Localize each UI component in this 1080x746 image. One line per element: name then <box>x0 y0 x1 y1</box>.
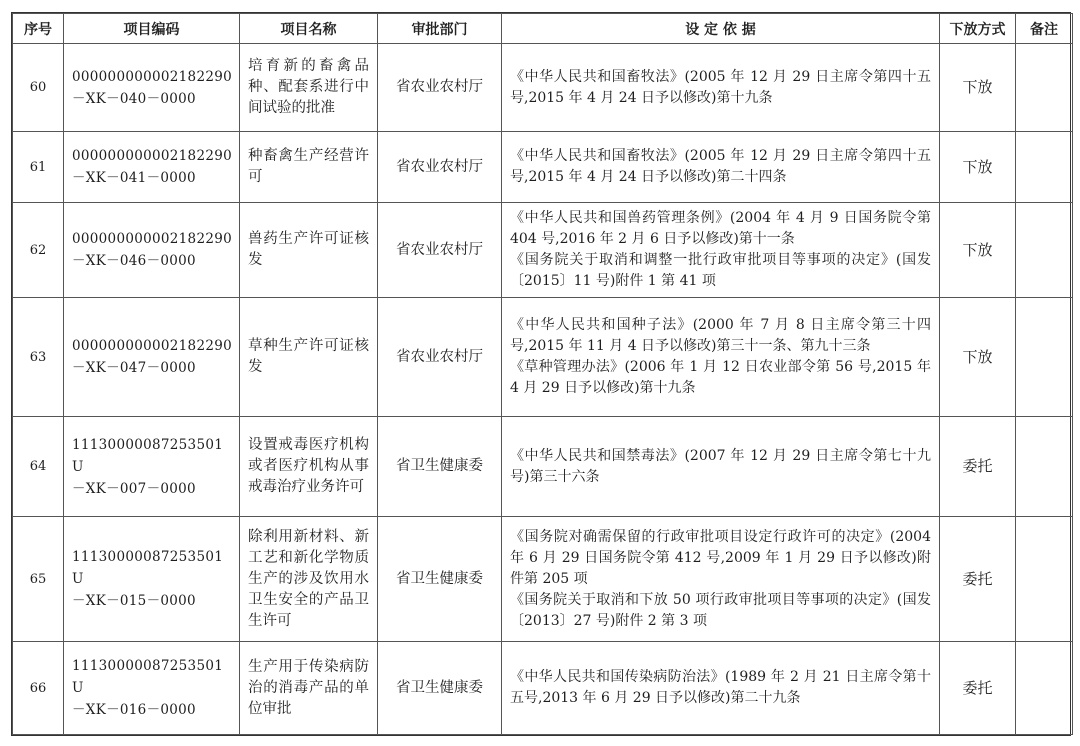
basis-paragraph: 《中华人民共和国兽药管理条例》(2004 年 4 月 9 日国务院令第 404 号,2016 年 2 月 6 日予以修改)第十一条 <box>510 210 931 247</box>
basis-paragraph: 《草种管理办法》(2006 年 1 月 12 日农业部令第 56 号,2015 年 4 月 29 日予以修改)第十九条 <box>510 359 931 396</box>
row-item-name: 种畜禽生产经营许可 <box>240 132 378 203</box>
table-row <box>13 417 1073 517</box>
row-basis <box>502 298 940 417</box>
row-no: 64 <box>13 417 64 517</box>
row-note <box>1016 642 1073 735</box>
row-code <box>64 132 240 203</box>
row-mode: 下放 <box>940 132 1016 203</box>
code-line: 000000000002182290 <box>72 148 233 164</box>
row-basis <box>502 132 940 203</box>
row-code <box>64 203 240 298</box>
row-code <box>64 298 240 417</box>
row-code <box>64 44 240 132</box>
code-line: －XK－016－0000 <box>72 702 196 718</box>
document-page <box>11 12 1071 736</box>
row-mode: 委托 <box>940 517 1016 642</box>
row-note <box>1016 132 1073 203</box>
row-item-name: 除利用新材料、新工艺和新化学物质生产的涉及饮用水卫生安全的产品卫生许可 <box>240 517 378 642</box>
header-no: 序号 <box>13 14 64 44</box>
row-dept: 省卫生健康委 <box>378 642 502 735</box>
table-row <box>13 132 1073 203</box>
row-item-name: 培育新的畜禽品种、配套系进行中间试验的批准 <box>240 44 378 132</box>
row-note <box>1016 298 1073 417</box>
row-basis <box>502 517 940 642</box>
basis-paragraph: 《国务院关于取消和下放 50 项行政审批项目等事项的决定》(国发〔2013〕27 号)附件 2 第 3 项 <box>510 591 931 629</box>
row-no: 61 <box>13 132 64 203</box>
row-no: 65 <box>13 517 64 642</box>
row-no: 63 <box>13 298 64 417</box>
row-dept: 省农业农村厅 <box>378 203 502 298</box>
code-line: －XK－047－0000 <box>72 360 196 376</box>
code-line: 11130000087253501U <box>72 549 224 587</box>
code-line: －XK－041－0000 <box>72 170 196 186</box>
row-no: 62 <box>13 203 64 298</box>
row-code <box>64 417 240 517</box>
row-note <box>1016 417 1073 517</box>
row-item-name: 生产用于传染病防治的消毒产品的单位审批 <box>240 642 378 735</box>
code-line: 11130000087253501U <box>72 436 224 475</box>
table-header-row <box>13 14 1073 44</box>
table-row <box>13 642 1073 735</box>
row-dept: 省农业农村厅 <box>378 132 502 203</box>
row-basis <box>502 44 940 132</box>
row-basis <box>502 203 940 298</box>
basis-paragraph: 《中华人民共和国种子法》(2000 年 7 月 8 日主席令第三十四号,2015 年 11 月 4 日予以修改)第三十一条、第九十三条 <box>510 317 931 354</box>
row-mode: 下放 <box>940 203 1016 298</box>
row-code <box>64 642 240 735</box>
row-no: 60 <box>13 44 64 132</box>
code-line: 11130000087253501U <box>72 658 224 696</box>
row-mode: 下放 <box>940 44 1016 132</box>
header-basis: 设 定 依 据 <box>502 14 940 44</box>
header-note: 备注 <box>1016 14 1073 44</box>
code-line: 000000000002182290 <box>72 231 233 247</box>
row-dept: 省卫生健康委 <box>378 517 502 642</box>
row-note <box>1016 203 1073 298</box>
row-no: 66 <box>13 642 64 735</box>
row-mode: 下放 <box>940 298 1016 417</box>
basis-paragraph: 《中华人民共和国畜牧法》(2005 年 12 月 29 日主席令第四十五号,2015 年 4 月 24 日予以修改)第十九条 <box>510 68 931 106</box>
table-row <box>13 298 1073 417</box>
row-item-name: 兽药生产许可证核发 <box>240 203 378 298</box>
approval-items-table <box>12 13 1073 735</box>
code-line: 000000000002182290 <box>72 338 233 354</box>
table-row <box>13 203 1073 298</box>
code-line: 000000000002182290 <box>72 68 233 85</box>
code-line: －XK－015－0000 <box>72 593 196 609</box>
table-row <box>13 517 1073 642</box>
code-line: －XK－040－0000 <box>72 90 196 107</box>
basis-paragraph: 《中华人民共和国禁毒法》(2007 年 12 月 29 日主席令第七十九号)第三十六条 <box>510 447 931 485</box>
row-item-name: 设置戒毒医疗机构或者医疗机构从事戒毒治疗业务许可 <box>240 417 378 517</box>
row-mode: 委托 <box>940 417 1016 517</box>
code-line: －XK－007－0000 <box>72 480 196 497</box>
basis-paragraph: 《国务院对确需保留的行政审批项目设定行政许可的决定》(2004 年 6 月 29 日国务院令第 412 号,2009 年 1 月 29 日予以修改)附件第 205 项 <box>510 528 931 587</box>
basis-paragraph: 《中华人民共和国传染病防治法》(1989 年 2 月 21 日主席令第十五号,2013 年 6 月 29 日予以修改)第二十九条 <box>510 669 931 706</box>
row-dept: 省农业农村厅 <box>378 298 502 417</box>
header-mode: 下放方式 <box>940 14 1016 44</box>
header-name: 项目名称 <box>240 14 378 44</box>
header-dept: 审批部门 <box>378 14 502 44</box>
row-code <box>64 517 240 642</box>
row-note <box>1016 517 1073 642</box>
row-basis <box>502 642 940 735</box>
code-line: －XK－046－0000 <box>72 253 196 269</box>
row-item-name: 草种生产许可证核发 <box>240 298 378 417</box>
basis-paragraph: 《国务院关于取消和调整一批行政审批项目等事项的决定》(国发〔2015〕11 号)附件 1 第 41 项 <box>510 252 931 289</box>
table-row <box>13 44 1073 132</box>
row-mode: 委托 <box>940 642 1016 735</box>
header-code: 项目编码 <box>64 14 240 44</box>
row-dept: 省农业农村厅 <box>378 44 502 132</box>
row-note <box>1016 44 1073 132</box>
basis-paragraph: 《中华人民共和国畜牧法》(2005 年 12 月 29 日主席令第四十五号,2015 年 4 月 24 日予以修改)第二十四条 <box>510 148 931 185</box>
row-dept: 省卫生健康委 <box>378 417 502 517</box>
row-basis <box>502 417 940 517</box>
